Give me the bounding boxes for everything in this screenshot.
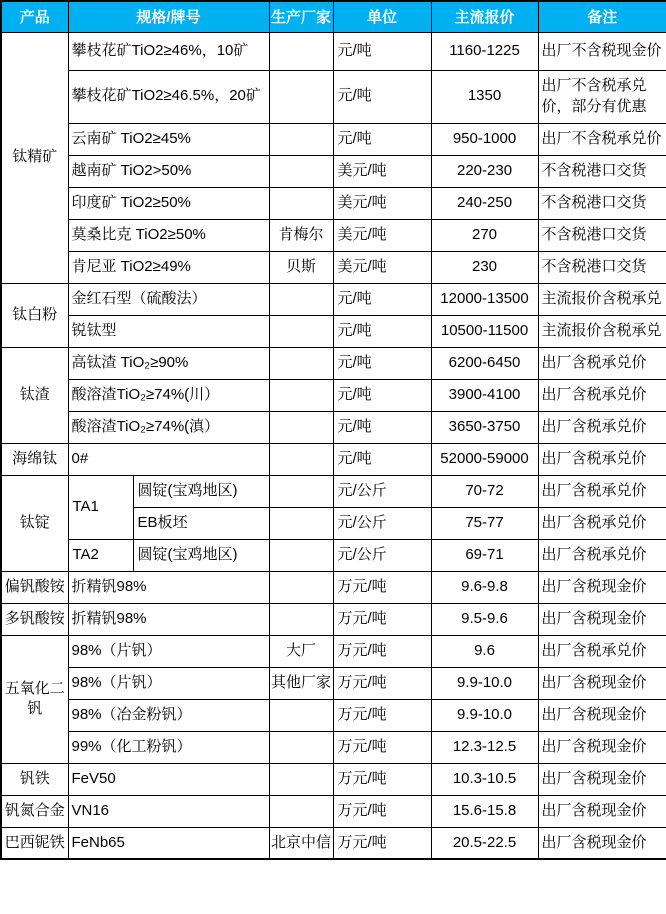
cell-price: 3650-3750 [431,411,538,443]
cell-note: 出厂含税现金价 [538,731,666,763]
cell-price: 15.6-15.8 [431,795,538,827]
cell-note: 出厂不含税承兑价 [538,123,666,155]
cell-manufacturer [269,699,333,731]
cell-price: 1350 [431,70,538,123]
cell-spec: 肯尼亚 TiO2≥49% [68,251,269,283]
cell-unit: 万元/吨 [333,763,431,795]
table-row [1,667,666,699]
header-manufacturer: 生产厂家 [269,1,333,32]
cell-price: 69-71 [431,539,538,571]
cell-price: 10.3-10.5 [431,763,538,795]
cell-price: 70-72 [431,475,538,507]
cell-spec: 酸溶渣TiO₂≥74%(滇） [68,411,269,443]
cell-unit: 万元/吨 [333,571,431,603]
cell-manufacturer [269,283,333,315]
cell-price: 9.5-9.6 [431,603,538,635]
cell-unit: 美元/吨 [333,219,431,251]
cell-manufacturer [269,763,333,795]
cell-manufacturer [269,571,333,603]
header-unit: 单位 [333,1,431,32]
cell-unit: 美元/吨 [333,187,431,219]
table-row [1,251,666,283]
cell-product: 五氧化二钒 [1,635,68,763]
cell-price: 12000-13500 [431,283,538,315]
cell-price: 9.9-10.0 [431,667,538,699]
cell-spec: 金红石型（硫酸法） [68,283,269,315]
cell-spec: 莫桑比克 TiO2≥50% [68,219,269,251]
cell-note: 不含税港口交货 [538,187,666,219]
cell-price: 270 [431,219,538,251]
cell-unit: 万元/吨 [333,699,431,731]
cell-unit: 美元/吨 [333,155,431,187]
table-row [1,219,666,251]
cell-note: 出厂不含税承兑价，部分有优惠 [538,70,666,123]
cell-manufacturer [269,411,333,443]
cell-product: 多钒酸铵 [1,603,68,635]
cell-price: 52000-59000 [431,443,538,475]
cell-product: 钒氮合金 [1,795,68,827]
cell-shape: EB板坯 [133,507,269,539]
cell-unit: 元/吨 [333,411,431,443]
cell-product: 巴西铌铁 [1,827,68,859]
table-row [1,731,666,763]
cell-note: 出厂含税承兑价 [538,539,666,571]
cell-note: 不含税港口交货 [538,251,666,283]
cell-spec: 酸溶渣TiO₂≥74%(川） [68,379,269,411]
table-row [1,187,666,219]
cell-price: 9.6-9.8 [431,571,538,603]
cell-price: 220-230 [431,155,538,187]
cell-manufacturer [269,443,333,475]
cell-unit: 万元/吨 [333,603,431,635]
table-row [1,379,666,411]
cell-unit: 元/吨 [333,283,431,315]
table-row [1,123,666,155]
table-row [1,763,666,795]
table-row [1,539,666,571]
cell-manufacturer [269,123,333,155]
cell-spec: 攀枝花矿TiO2≥46.5%，20矿 [68,70,269,123]
cell-product: 海绵钛 [1,443,68,475]
cell-product: 钛白粉 [1,283,68,347]
cell-product: 钛精矿 [1,32,68,283]
cell-note: 出厂含税承兑价 [538,475,666,507]
cell-spec: FeNb65 [68,827,269,859]
cell-spec: 云南矿 TiO2≥45% [68,123,269,155]
table-row [1,70,666,123]
table-row [1,411,666,443]
cell-manufacturer [269,475,333,507]
cell-unit: 万元/吨 [333,827,431,859]
cell-unit: 万元/吨 [333,667,431,699]
table-row [1,795,666,827]
table-row [1,571,666,603]
cell-manufacturer [269,70,333,123]
cell-manufacturer: 大厂 [269,635,333,667]
cell-unit: 元/吨 [333,70,431,123]
cell-unit: 万元/吨 [333,635,431,667]
cell-manufacturer [269,187,333,219]
cell-price: 10500-11500 [431,315,538,347]
cell-note: 出厂含税现金价 [538,571,666,603]
cell-product: 钛渣 [1,347,68,443]
cell-grade: TA1 [68,475,133,539]
table-row [1,635,666,667]
table-row [1,443,666,475]
cell-note: 出厂不含税现金价 [538,32,666,70]
cell-shape: 圆锭(宝鸡地区) [133,539,269,571]
cell-spec: 99%（化工粉钒） [68,731,269,763]
cell-note: 出厂含税承兑价 [538,379,666,411]
cell-manufacturer [269,603,333,635]
cell-note: 出厂含税承兑价 [538,411,666,443]
cell-note: 主流报价含税承兑 [538,315,666,347]
table-row [1,603,666,635]
cell-spec: 98%（冶金粉钒） [68,699,269,731]
cell-price: 240-250 [431,187,538,219]
table-row [1,347,666,379]
cell-note: 出厂含税承兑价 [538,635,666,667]
cell-note: 出厂含税现金价 [538,603,666,635]
table-row [1,283,666,315]
cell-unit: 万元/吨 [333,795,431,827]
cell-manufacturer [269,315,333,347]
cell-spec: 高钛渣 TiO₂≥90% [68,347,269,379]
cell-price: 9.9-10.0 [431,699,538,731]
cell-manufacturer: 北京中信 [269,827,333,859]
cell-manufacturer [269,32,333,70]
cell-unit: 元/吨 [333,443,431,475]
cell-unit: 元/吨 [333,32,431,70]
cell-note: 出厂含税承兑价 [538,507,666,539]
cell-manufacturer [269,731,333,763]
cell-product: 钒铁 [1,763,68,795]
table-row [1,32,666,70]
table-row [1,155,666,187]
header-row [1,1,666,32]
cell-price: 20.5-22.5 [431,827,538,859]
cell-note: 出厂含税现金价 [538,827,666,859]
header-product: 产品 [1,1,68,32]
cell-spec: 0# [68,443,269,475]
table-row [1,699,666,731]
header-price: 主流报价 [431,1,538,32]
cell-product: 钛锭 [1,475,68,571]
cell-spec: VN16 [68,795,269,827]
cell-price: 6200-6450 [431,347,538,379]
cell-manufacturer [269,539,333,571]
cell-manufacturer: 贝斯 [269,251,333,283]
cell-manufacturer [269,347,333,379]
cell-note: 出厂含税现金价 [538,667,666,699]
table-row [1,475,666,507]
cell-price: 9.6 [431,635,538,667]
cell-manufacturer: 其他厂家 [269,667,333,699]
cell-spec: 越南矿 TiO2>50% [68,155,269,187]
cell-note: 出厂含税现金价 [538,795,666,827]
cell-manufacturer [269,795,333,827]
cell-price: 230 [431,251,538,283]
cell-spec: 锐钛型 [68,315,269,347]
cell-price: 75-77 [431,507,538,539]
cell-note: 不含税港口交货 [538,219,666,251]
cell-note: 出厂含税现金价 [538,699,666,731]
cell-unit: 元/吨 [333,379,431,411]
header-note: 备注 [538,1,666,32]
cell-note: 不含税港口交货 [538,155,666,187]
cell-unit: 元/公斤 [333,475,431,507]
cell-spec: 98%（片钒） [68,635,269,667]
cell-product: 偏钒酸铵 [1,571,68,603]
cell-spec: 折精钒98% [68,603,269,635]
cell-unit: 万元/吨 [333,731,431,763]
header-spec: 规格/牌号 [68,1,269,32]
cell-manufacturer [269,155,333,187]
cell-price: 3900-4100 [431,379,538,411]
cell-spec: 印度矿 TiO2≥50% [68,187,269,219]
cell-note: 出厂含税现金价 [538,763,666,795]
cell-manufacturer [269,507,333,539]
cell-manufacturer [269,379,333,411]
cell-grade: TA2 [68,539,133,571]
cell-manufacturer: 肯梅尔 [269,219,333,251]
cell-price: 950-1000 [431,123,538,155]
cell-price: 12.3-12.5 [431,731,538,763]
cell-note: 出厂含税承兑价 [538,443,666,475]
cell-spec: FeV50 [68,763,269,795]
cell-note: 主流报价含税承兑 [538,283,666,315]
cell-unit: 元/公斤 [333,539,431,571]
cell-spec: 攀枝花矿TiO2≥46%，10矿 [68,32,269,70]
cell-unit: 元/吨 [333,347,431,379]
cell-spec: 折精钒98% [68,571,269,603]
cell-unit: 元/吨 [333,315,431,347]
cell-unit: 元/吨 [333,123,431,155]
cell-note: 出厂含税承兑价 [538,347,666,379]
cell-spec: 98%（片钒） [68,667,269,699]
cell-unit: 元/公斤 [333,507,431,539]
cell-unit: 美元/吨 [333,251,431,283]
cell-shape: 圆锭(宝鸡地区) [133,475,269,507]
cell-price: 1160-1225 [431,32,538,70]
table-row [1,315,666,347]
table-row [1,827,666,859]
